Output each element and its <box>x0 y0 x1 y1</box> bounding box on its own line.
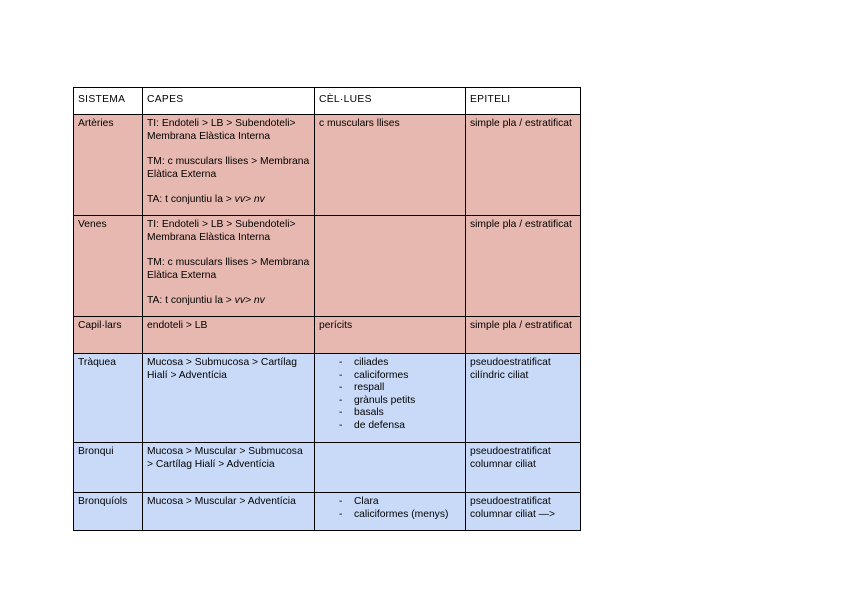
epiteli-cell: pseudoestratificat cilíndric ciliat <box>466 354 581 443</box>
epiteli-cell: pseudoestratificat columnar ciliat —> <box>466 493 581 531</box>
header-row <box>74 88 581 115</box>
sistema-cell: Capil·lars <box>74 317 143 354</box>
epiteli-cell: pseudoestratificat columnar ciliat <box>466 443 581 493</box>
sistema-cell: Artèries <box>74 115 143 216</box>
capes-ta-prefix: TA: t conjuntiu la > <box>147 295 235 306</box>
capes-ti: TI: Endoteli > LB > Subendoteli> Membrana Elàstica Interna <box>147 219 296 243</box>
header-cellules: CÈL·LUES <box>315 88 466 115</box>
capes-tm: TM: c musculars llises > Membrana Elàtica Externa <box>147 156 310 180</box>
table-row-bronqui <box>74 443 581 493</box>
list-item: - ciliades <box>339 357 461 370</box>
capes-ta-italic: vv> nv <box>234 194 265 205</box>
list-item: - caliciformes <box>339 370 461 383</box>
capes-ta-prefix: TA: t conjuntiu la > <box>147 194 235 205</box>
cellules-cell: perícits <box>315 317 466 354</box>
list-item: - grànuls petits <box>339 395 461 408</box>
capes-ta-italic: vv> nv <box>234 295 265 306</box>
table-row-arteries <box>74 115 581 216</box>
list-item: - Clara <box>339 496 461 509</box>
cellules-list <box>319 357 461 432</box>
header-sistema: SISTEMA <box>74 88 143 115</box>
capes-cell <box>143 216 315 317</box>
cellules-list <box>319 496 461 521</box>
cellules-cell: c musculars llises <box>315 115 466 216</box>
header-capes: CAPES <box>143 88 315 115</box>
capes-cell: Mucosa > Submucosa > Cartílag Hialí > Adventícia <box>143 354 315 443</box>
capes-cell: endoteli > LB <box>143 317 315 354</box>
table-row-venes <box>74 216 581 317</box>
sistema-cell: Venes <box>74 216 143 317</box>
epiteli-cell: simple pla / estratificat <box>466 317 581 354</box>
list-item: - respall <box>339 382 461 395</box>
list-item: - basals <box>339 407 461 420</box>
table-row-bronquiols <box>74 493 581 531</box>
capes-ti: TI: Endoteli > LB > Subendoteli> Membrana Elàstica Interna <box>147 118 296 142</box>
epiteli-cell: simple pla / estratificat <box>466 115 581 216</box>
sistema-cell: Bronqui <box>74 443 143 493</box>
histology-table <box>73 87 581 531</box>
list-item: - de defensa <box>339 420 461 433</box>
capes-cell: Mucosa > Muscular > Submucosa > Cartílag Hialí > Adventícia <box>143 443 315 493</box>
cellules-cell <box>315 216 466 317</box>
header-epiteli: EPITELI <box>466 88 581 115</box>
cellules-cell <box>315 443 466 493</box>
cellules-cell <box>315 354 466 443</box>
epiteli-cell: simple pla / estratificat <box>466 216 581 317</box>
capes-cell <box>143 115 315 216</box>
sistema-cell: Tràquea <box>74 354 143 443</box>
capes-ta <box>147 194 310 207</box>
list-item: - caliciformes (menys) <box>339 509 461 522</box>
table-row-capillars <box>74 317 581 354</box>
table-row-traquea <box>74 354 581 443</box>
cellules-cell <box>315 493 466 531</box>
capes-cell: Mucosa > Muscular > Adventícia <box>143 493 315 531</box>
sistema-cell: Bronquíols <box>74 493 143 531</box>
capes-tm: TM: c musculars llises > Membrana Elàtica Externa <box>147 257 310 281</box>
capes-ta <box>147 295 310 308</box>
